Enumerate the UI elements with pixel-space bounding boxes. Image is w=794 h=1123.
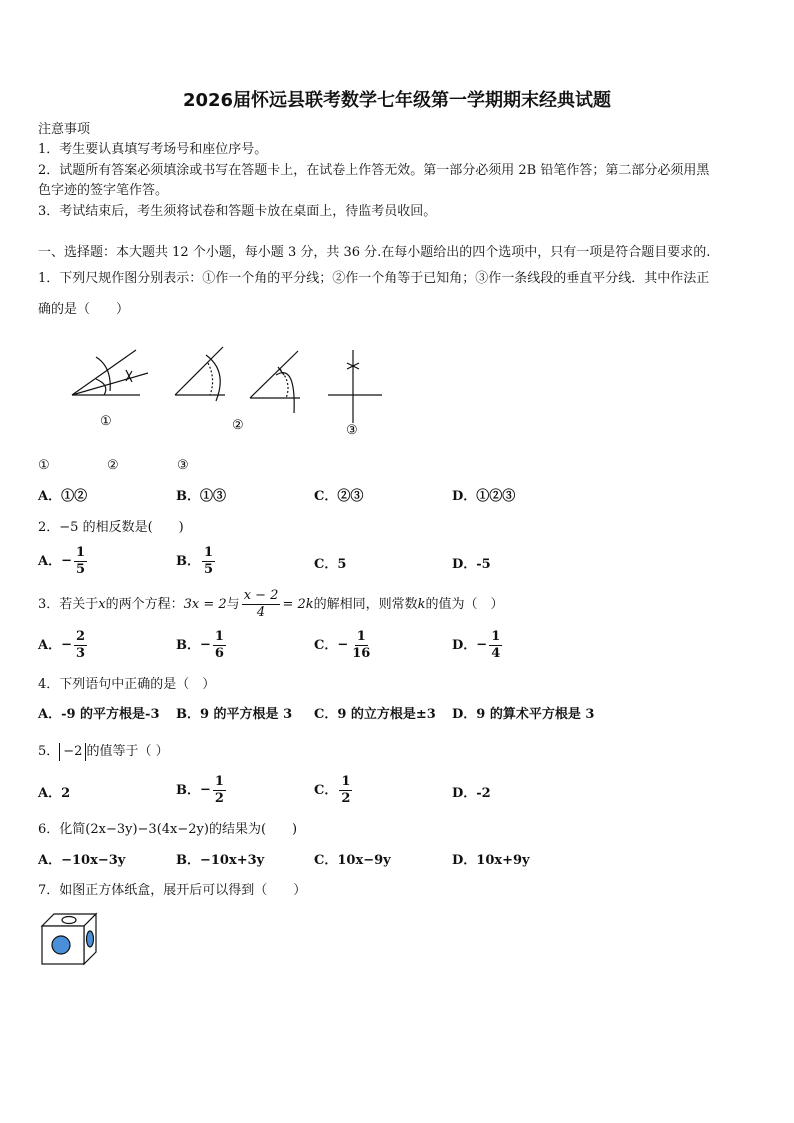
q3-stem: 3．若关于x的两个方程：3x = 2与 $\frac{x - 2}{4}$ = 2k的解相同，则常数k的值为（ ） (38, 588, 504, 620)
q1-stem: 1．下列尺规作图分别表示：①作一个角的平分线；②作一个角等于已知角；③作一条线段的垂直平分线．其中作法正 (38, 271, 710, 286)
q4-stem: 4．下列语句中正确的是（ ） (38, 677, 216, 692)
q4-option-d[interactable]: D．9 的算术平方根是 3 (452, 707, 595, 722)
fig-label-1: ① (100, 414, 112, 429)
q5-option-c[interactable]: C． $\frac{1}{2}$ (314, 774, 351, 806)
fig-label-3: ③ (346, 423, 358, 438)
q4-option-b[interactable]: B．9 的平方根是 3 (176, 707, 293, 722)
q1-row-label-3: ③ (177, 458, 189, 473)
q6-stem: 6．化简(2x−3y)−3(4x−2y)的结果为( ) (38, 822, 298, 837)
q7-cube-figure (40, 910, 102, 968)
figure-angle-bisector (72, 350, 148, 395)
q6-option-b[interactable]: B．−10x+3y (176, 853, 265, 868)
q1-stem-cont: 确的是（ ） (38, 302, 130, 317)
notice-item-2-cont: 色字迹的签字笔作答。 (38, 183, 169, 198)
q3-option-c[interactable]: C．− $\frac{1}{16}$ (314, 629, 371, 661)
page-title: 2026届怀远县联考数学七年级第一学期期末经典试题 (182, 90, 612, 111)
notice-heading: 注意事项 (38, 122, 91, 137)
cube-top-circle (62, 917, 76, 924)
figure-perpendicular-bisector (328, 350, 382, 423)
q1-construction-figures (60, 345, 390, 440)
q2-stem: 2．−5 的相反数是( ) (38, 520, 184, 535)
q3-option-d[interactable]: D．− $\frac{1}{4}$ (452, 629, 501, 661)
cube-front-dot (52, 936, 70, 954)
section-heading: 一、选择题：本大题共 12 个小题，每小题 3 分，共 36 分.在每小题给出的四个选项中，只有一项是符合题目要求的. (38, 245, 711, 260)
q2-option-d[interactable]: D．-5 (452, 557, 491, 572)
q5-stem: 5． −2 的值等于（ ） (38, 744, 169, 759)
q6-option-a[interactable]: A．−10x−3y (38, 853, 126, 868)
q2-option-b[interactable]: B． $\frac{1}{5}$ (176, 545, 214, 577)
q1-row-label-2: ② (107, 458, 119, 473)
q3-option-b[interactable]: B．− $\frac{1}{6}$ (176, 629, 224, 661)
q7-stem: 7．如图正方体纸盒，展开后可以得到（ ） (38, 883, 307, 898)
q1-option-d[interactable]: D．①②③ (452, 489, 516, 504)
q1-row-label-1: ① (38, 458, 50, 473)
q4-option-c[interactable]: C．9 的立方根是±3 (314, 707, 436, 722)
figure-angle-copy (250, 351, 300, 413)
q1-option-a[interactable]: A．①② (38, 489, 88, 504)
q2-option-a[interactable]: A．− $\frac{1}{5}$ (38, 545, 86, 577)
q3-option-a[interactable]: A．− $\frac{2}{3}$ (38, 629, 86, 661)
q2-option-c[interactable]: C．5 (314, 557, 347, 572)
figure-equal-angle (175, 347, 225, 401)
q5-option-b[interactable]: B．− $\frac{1}{2}$ (176, 774, 224, 806)
q1-option-c[interactable]: C．②③ (314, 489, 364, 504)
q6-option-c[interactable]: C．10x−9y (314, 853, 391, 868)
fig-label-2: ② (232, 418, 244, 433)
notice-item-1: 1．考生要认真填写考场号和座位序号。 (38, 142, 268, 157)
q5-option-d[interactable]: D．-2 (452, 786, 491, 801)
q1-option-b[interactable]: B．①③ (176, 489, 226, 504)
q5-option-a[interactable]: A．2 (38, 786, 71, 801)
q4-option-a[interactable]: A．-9 的平方根是-3 (38, 707, 160, 722)
cube-side-dot (87, 931, 94, 947)
notice-item-3: 3．考试结束后，考生须将试卷和答题卡放在桌面上，待监考员收回。 (38, 204, 437, 219)
q6-option-d[interactable]: D．10x+9y (452, 853, 530, 868)
notice-item-2: 2．试题所有答案必须填涂或书写在答题卡上，在试卷上作答无效。第一部分必须用 2B 铅笔作答；第二部分必须用黑 (38, 163, 710, 178)
